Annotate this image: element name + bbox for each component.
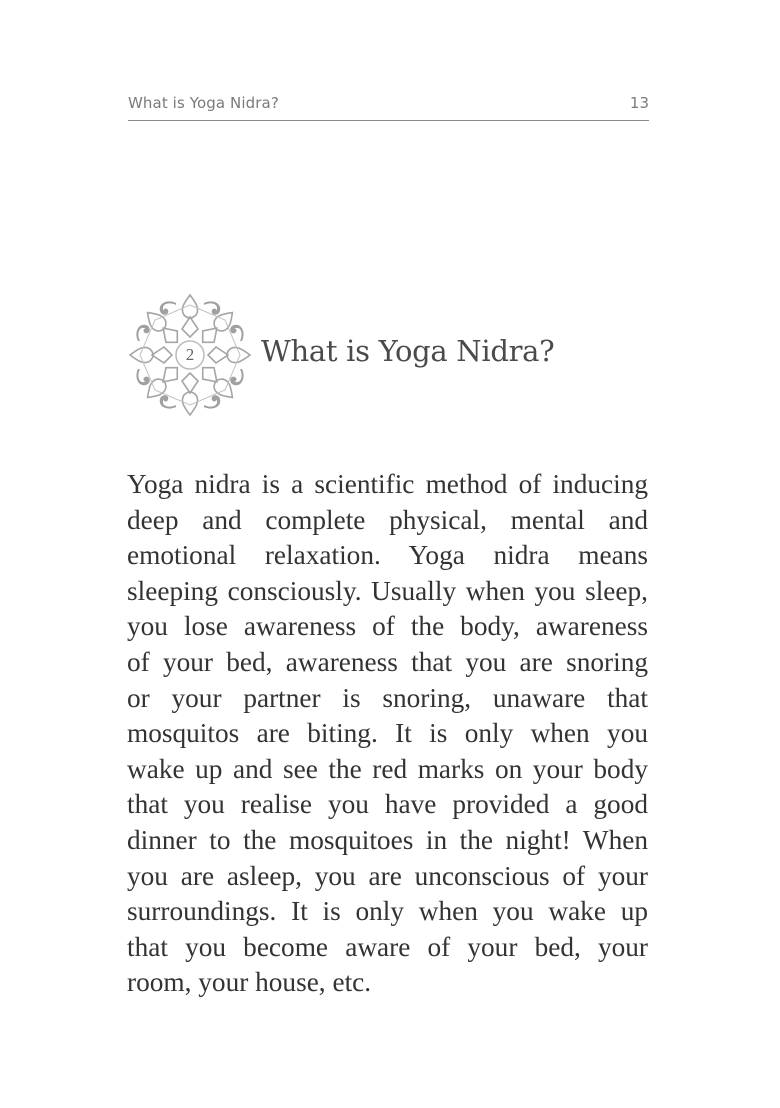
text-line: mosquitos are biting. It is only when you (127, 718, 648, 749)
text-line: you lose awareness of the body, awareness (127, 611, 648, 642)
text-line: Yoga nidra is a scientific method of inducing (127, 469, 648, 499)
text-line: room, your house, etc. (127, 967, 372, 998)
running-head (128, 92, 649, 121)
text-line: that you become aware of your bed, your (127, 931, 648, 962)
page-number: 13 (629, 94, 649, 112)
running-head-title: What is Yoga Nidra? (128, 94, 279, 112)
mandala-ornament-icon (127, 292, 253, 418)
text-line: wake up and see the red marks on your body (127, 753, 648, 784)
text-line: or your partner is snoring, unaware that (127, 682, 648, 713)
text-line: of your bed, awareness that you are snoring (127, 646, 648, 677)
chapter-heading (125, 292, 625, 420)
chapter-title: What is Yoga Nidra? (261, 334, 555, 368)
text-line: sleeping consciously. Usually when you sleep, (127, 575, 648, 606)
chapter-number: 2 (185, 345, 195, 364)
text-line: you are asleep, you are unconscious of your (127, 860, 648, 891)
text-line: emotional relaxation. Yoga nidra means (127, 540, 648, 571)
text-line: surroundings. It is only when you wake up (127, 896, 648, 927)
text-line: dinner to the mosquitoes in the night! When (127, 824, 648, 855)
text-line: that you realise you have provided a good (127, 789, 648, 820)
text-line: deep and complete physical, mental and (127, 504, 648, 535)
body-paragraph (127, 467, 648, 1001)
